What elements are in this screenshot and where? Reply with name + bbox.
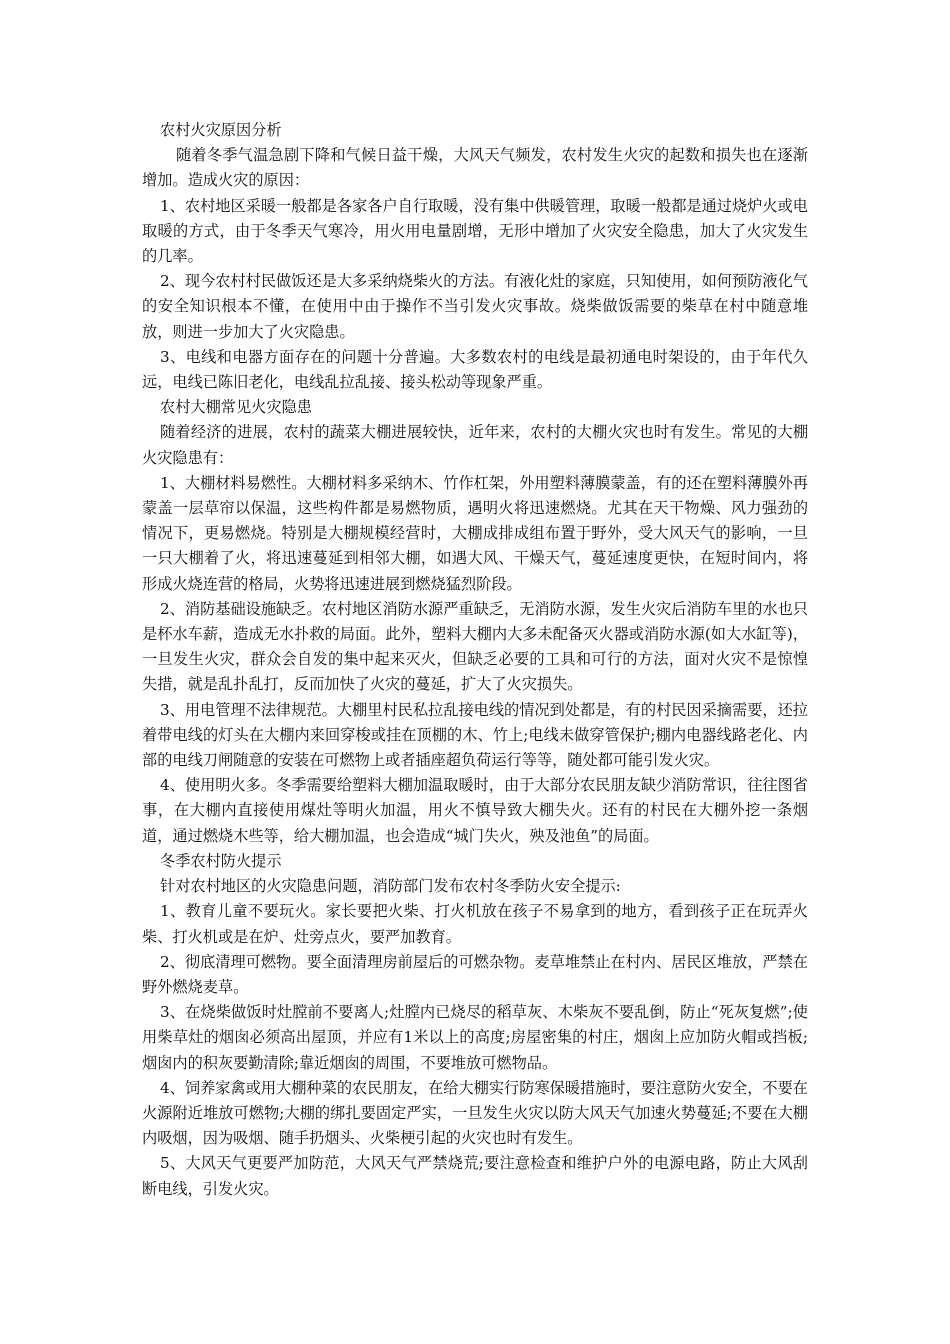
list-item: 1、教育儿童不要玩火。家长要把火柴、打火机放在孩子不易拿到的地方，看到孩子正在玩弄火柴、打火机或是在炉、灶旁点火，要严加教育。 (142, 902, 808, 946)
section-intro: 随着经济的进展，农村的蔬菜大棚进展较快，近年来，农村的大棚火灾也时有发生。常见的大棚火灾隐患有： (142, 423, 808, 467)
document-page (142, 118, 808, 1202)
section-title-greenhouse-hazards: 农村大棚常见火灾隐患 (160, 398, 312, 417)
list-item: 3、电线和电器方面存在的问题十分普遍。大多数农村的电线是最初通电时架设的，由于年代久远，电线已陈旧老化，电线乱拉乱接、接头松动等现象严重。 (142, 347, 808, 392)
section-title-fire-causes: 农村火灾原因分析 (160, 121, 282, 139)
list-item: 3、在烧柴做饭时灶膛前不要离人;灶膛内已烧尽的稻草灰、木柴灰不要乱倒，防止“死灰复燃”;使用柴草灶的烟囱必须高出屋顶，并应有1米以上的高度;房屋密集的村庄，烟囱上应加防火帽或挡板;烟囱内的积灰要勤清除;靠近烟囱的周围，不要堆放可燃物品。 (142, 1003, 808, 1072)
list-item: 3、用电管理不法律规范。大棚里村民私拉乱接电线的情况到处都是，有的村民因采摘需要，还拉着带电线的灯头在大棚内来回穿梭或挂在顶棚的木、竹上;电线未做穿管保护;棚内电器线路老化、内部的电线刀闸随意的安装在可燃物上或者插座超负荷运行等等，随处都可能引发火灾。 (142, 700, 808, 770)
list-item: 1、大棚材料易燃性。大棚材料多采纳木、竹作杠架，外用塑料薄膜蒙盖，有的还在塑料薄膜外再蒙盖一层草帘以保温，这些构件都是易燃物质，遇明火将迅速燃烧。尤其在天干物燥、风力强劲的情况下，更易燃烧。特别是大棚规模经营时，大棚成排成组布置于野外，受大风天气的影响，一旦一只大棚着了火，将迅速蔓延到相邻大棚，如遇大风、干燥天气，蔓延速度更快，在短时间内，将形成火烧连营的格局，火势将迅速进展到燃烧猛烈阶段。 (142, 473, 808, 593)
list-item: 4、饲养家禽或用大棚种菜的农民朋友，在给大棚实行防寒保暖措施时，要注意防火安全，不要在火源附近堆放可燃物;大棚的绑扎要固定严实，一旦发生火灾以防大风天气加速火势蔓延;不要在大棚内吸烟，因为吸烟、随手扔烟头、火柴梗引起的火灾也时有发生。 (142, 1078, 808, 1148)
list-item: 2、消防基础设施缺乏。农村地区消防水源严重缺乏，无消防水源，发生火灾后消防车里的水也只是杯水车薪，造成无水扑救的局面。此外，塑料大棚内大多未配备灭火器或消防水源(如大水缸等)，一旦发生火灾，群众会自发的集中起来灭火，但缺乏必要的工具和可行的方法，面对火灾不是惊惶失措，就是乱扑乱打，反而加快了火灾的蔓延，扩大了火灾损失。 (142, 599, 808, 694)
section-intro: 针对农村地区的火灾隐患问题，消防部门发布农村冬季防火安全提示: (160, 877, 621, 896)
list-item: 2、彻底清理可燃物。要全面清理房前屋后的可燃杂物。麦草堆禁止在村内、居民区堆放，严禁在野外燃烧麦草。 (142, 952, 808, 996)
list-item: 2、现今农村村民做饭还是大多采纳烧柴火的方法。有液化灶的家庭，只知使用，如何预防液化气的安全知识根本不懂，在使用中由于操作不当引发火灾事故。烧柴做饭需要的柴草在村中随意堆放，则进一步加大了火灾隐患。 (142, 272, 808, 341)
section-title-winter-tips: 冬季农村防火提示 (160, 851, 282, 870)
list-item: 5、大风天气更要严加防范，大风天气严禁烧荒;要注意检查和维护户外的电源电路，防止大风刮断电线，引发火灾。 (142, 1154, 808, 1198)
list-item: 1、农村地区采暖一般都是各家各户自行取暖，没有集中供暖管理，取暖一般都是通过烧炉火或电取暖的方式，由于冬季天气寒冷，用火用电量剧增，无形中增加了火灾安全隐患，加大了火灾发生的几率。 (142, 196, 808, 266)
section-intro: 随着冬季气温急剧下降和气候日益干燥，大风天气频发，农村发生火灾的起数和损失也在逐渐增加。造成火灾的原因： (142, 146, 808, 190)
list-item: 4、使用明火多。冬季需要给塑料大棚加温取暖时，由于大部分农民朋友缺少消防常识，往往图省事，在大棚内直接使用煤灶等明火加温，用火不慎导致大棚失火。还有的村民在大棚外挖一条烟道，通过燃烧木些等，给大棚加温，也会造成“城门失火，殃及池鱼”的局面。 (142, 776, 808, 845)
